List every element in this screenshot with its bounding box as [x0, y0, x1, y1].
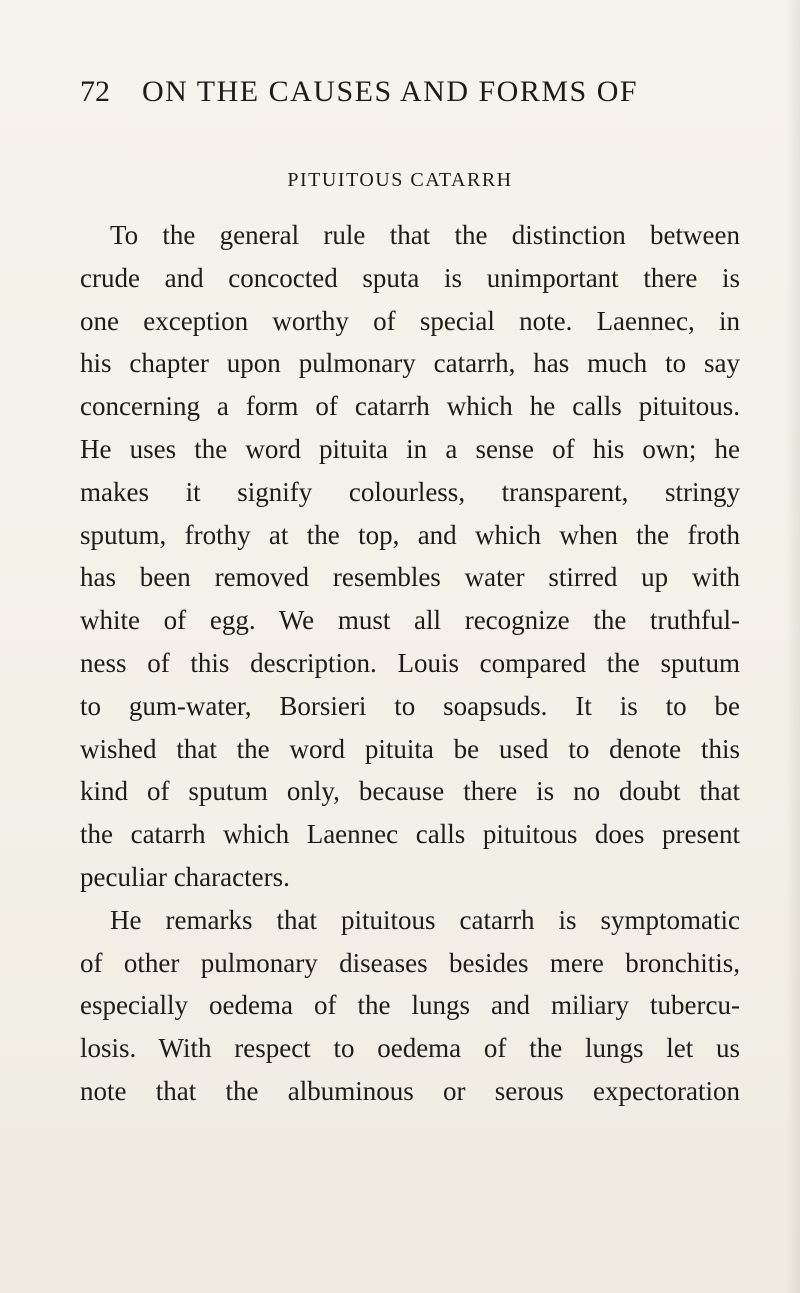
section-title: PITUITOUS CATARRH — [287, 169, 513, 191]
paragraph-1 — [80, 214, 740, 899]
running-head: ON THE CAUSES AND FORMS OF — [142, 75, 639, 108]
paragraph-2 — [80, 899, 740, 1113]
page-number: 72 — [80, 75, 110, 108]
text-line: of other pulmonary diseases besides mere bronchitis, — [80, 947, 740, 978]
text-line: his chapter upon pulmonary catarrh, has much to say — [80, 348, 740, 379]
text-line: losis. With respect to oedema of the lungs let us — [80, 1033, 740, 1064]
text-line: wished that the word pituita be used to denote this — [80, 733, 740, 764]
text-line: To the general rule that the distinction between — [110, 220, 740, 250]
text-line: sputum, frothy at the top, and which when the froth — [80, 519, 740, 550]
text-line: note that the albuminous or serous expectoration — [80, 1075, 740, 1106]
text-line: kind of sputum only, because there is no doubt that — [80, 776, 740, 807]
body-text — [80, 214, 740, 1113]
text-line: one exception worthy of special note. Laennec, in — [80, 305, 740, 336]
text-line: makes it signify colourless, transparent, stringy — [80, 476, 740, 507]
text-line: to gum-water, Borsieri to soapsuds. It is to be — [80, 690, 740, 721]
text-line: crude and concocted sputa is unimportant there is — [80, 262, 740, 293]
text-line: He remarks that pituitous catarrh is symptomatic — [110, 904, 740, 935]
page-header — [80, 70, 740, 114]
text-line: the catarrh which Laennec calls pituitous does present — [80, 819, 740, 850]
text-line: especially oedema of the lungs and miliary tubercu- — [80, 990, 740, 1021]
text-line: concerning a form of catarrh which he calls pituitous. — [80, 391, 740, 422]
text-line: ness of this description. Louis compared the sputum — [80, 647, 740, 678]
text-line: has been removed resembles water stirred up with — [80, 562, 740, 593]
text-line: He uses the word pituita in a sense of his own; he — [80, 433, 740, 464]
text-line: peculiar characters. — [80, 861, 290, 892]
text-line: white of egg. We must all recognize the truthful- — [80, 605, 740, 636]
